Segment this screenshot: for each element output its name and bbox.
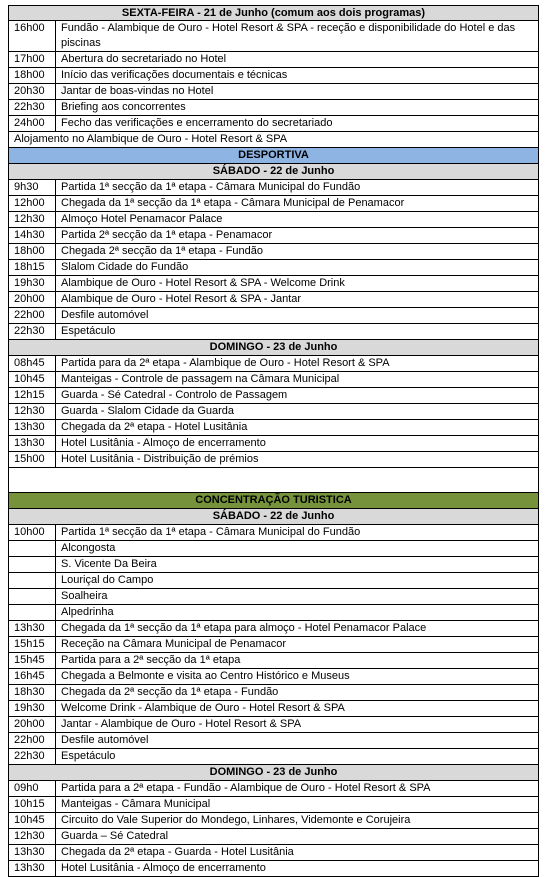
description-cell: Desfile automóvel xyxy=(61,309,149,321)
time-cell: 15h00 xyxy=(9,452,56,467)
description-cell: Briefing aos concorrentes xyxy=(61,101,186,113)
time-cell: 12h30 xyxy=(9,212,56,227)
schedule-row xyxy=(8,589,539,605)
desportiva-sabado-header xyxy=(8,164,539,180)
schedule-row xyxy=(8,813,539,829)
time-cell xyxy=(9,541,56,556)
schedule-row xyxy=(8,308,539,324)
time-cell: 18h15 xyxy=(9,260,56,275)
desportiva-domingo-rows xyxy=(8,356,539,468)
description-cell: Partida para da 2ª etapa - Alambique de Ouro - Hotel Resort & SPA xyxy=(61,357,390,369)
description-cell: Louriçal do Campo xyxy=(61,574,154,586)
time-cell: 15h45 xyxy=(9,653,56,668)
description-cell: Chegada 2ª secção da 1ª etapa - Fundão xyxy=(61,245,264,257)
description-cell: Guarda – Sé Catedral xyxy=(61,830,169,842)
turistica-domingo-rows xyxy=(8,781,539,877)
desportiva-sabado-header-text: SÁBADO - 22 de Junho xyxy=(212,165,335,177)
description-cell: Jantar - Alambique de Ouro - Hotel Resort & SPA xyxy=(61,718,302,730)
time-cell xyxy=(9,557,56,572)
desportiva-band xyxy=(8,148,539,164)
time-cell xyxy=(9,589,56,604)
schedule-row xyxy=(8,68,539,84)
description-cell: Alpedrinha xyxy=(61,606,114,618)
schedule-row xyxy=(8,557,539,573)
description-cell: Chegada a Belmonte e visita ao Centro Histórico e Museus xyxy=(61,670,350,682)
schedule-row xyxy=(8,244,539,260)
time-cell: 12h00 xyxy=(9,196,56,211)
schedule-row xyxy=(8,260,539,276)
schedule-row xyxy=(8,404,539,420)
description-cell: Jantar de boas-vindas no Hotel xyxy=(61,85,214,97)
turistica-sabado-header xyxy=(8,509,539,525)
time-cell: 13h30 xyxy=(9,621,56,636)
schedule-row xyxy=(8,685,539,701)
time-cell: 9h30 xyxy=(9,180,56,195)
schedule-row xyxy=(8,356,539,372)
time-cell: 12h30 xyxy=(9,404,56,419)
schedule-row xyxy=(8,276,539,292)
description-cell: Alcongosta xyxy=(61,542,116,554)
description-cell: Chegada da 2ª etapa - Hotel Lusitânia xyxy=(61,421,248,433)
description-cell: Chegada da 1ª secção da 1ª etapa para almoço - Hotel Penamacor Palace xyxy=(61,622,427,634)
time-cell: 12h30 xyxy=(9,829,56,844)
turistica-band-text: CONCENTRAÇÃO TURISTICA xyxy=(195,494,352,506)
turistica-band xyxy=(8,493,539,509)
schedule-row xyxy=(8,701,539,717)
description-cell: Guarda - Sé Catedral - Controlo de Passagem xyxy=(61,389,288,401)
time-cell: 14h30 xyxy=(9,228,56,243)
time-cell xyxy=(9,605,56,620)
schedule-row xyxy=(8,781,539,797)
schedule-row xyxy=(8,829,539,845)
description-cell: Partida 1ª secção da 1ª etapa - Câmara Municipal do Fundão xyxy=(61,526,361,538)
schedule-row xyxy=(8,541,539,557)
time-cell: 10h45 xyxy=(9,372,56,387)
schedule-row xyxy=(8,180,539,196)
turistica-domingo-header-text: DOMINGO - 23 de Junho xyxy=(209,766,338,778)
time-cell: 18h30 xyxy=(9,685,56,700)
desportiva-domingo-header-text: DOMINGO - 23 de Junho xyxy=(209,341,338,353)
time-cell: 15h15 xyxy=(9,637,56,652)
schedule-row xyxy=(8,621,539,637)
time-cell: 22h30 xyxy=(9,100,56,115)
description-cell: Welcome Drink - Alambique de Ouro - Hotel Resort & SPA xyxy=(61,702,345,714)
description-cell: Abertura do secretariado no Hotel xyxy=(61,53,227,65)
schedule-row xyxy=(8,228,539,244)
description-cell: Partida para a 2ª secção da 1ª etapa xyxy=(61,654,241,666)
sexta-header xyxy=(8,5,539,21)
time-cell: 08h45 xyxy=(9,356,56,371)
time-cell: 13h30 xyxy=(9,845,56,860)
time-cell: 22h30 xyxy=(9,324,56,339)
description-cell: Hotel Lusitânia - Almoço de encerramento xyxy=(61,437,266,449)
turistica-sabado-header-text: SÁBADO - 22 de Junho xyxy=(212,510,335,522)
schedule-row xyxy=(8,797,539,813)
schedule-row xyxy=(8,605,539,621)
description-cell: Receção na Câmara Municipal de Penamacor xyxy=(61,638,287,650)
time-cell: 13h30 xyxy=(9,436,56,451)
schedule-row xyxy=(8,116,539,132)
time-cell: 22h00 xyxy=(9,733,56,748)
schedule-row xyxy=(8,452,539,468)
time-cell: 24h00 xyxy=(9,116,56,131)
sexta-header-text: SEXTA-FEIRA - 21 de Junho (comum aos dois programas) xyxy=(121,6,426,19)
description-cell: Fecho das verificações e encerramento do secretariado xyxy=(61,117,333,129)
description-cell: Alambique de Ouro - Hotel Resort & SPA - Jantar xyxy=(61,293,302,305)
schedule-row xyxy=(8,292,539,308)
desportiva-domingo-header xyxy=(8,340,539,356)
time-cell: 22h00 xyxy=(9,308,56,323)
time-cell: 10h45 xyxy=(9,813,56,828)
description-cell: Chegada da 2ª etapa - Guarda - Hotel Lusitânia xyxy=(61,846,294,858)
time-cell: 13h30 xyxy=(9,420,56,435)
section-gap xyxy=(8,468,539,493)
schedule-row xyxy=(8,717,539,733)
time-cell: 12h15 xyxy=(9,388,56,403)
schedule-row xyxy=(8,845,539,861)
time-cell: 17h00 xyxy=(9,52,56,67)
schedule-row xyxy=(8,669,539,685)
description-cell: Slalom Cidade do Fundão xyxy=(61,261,189,273)
time-cell xyxy=(9,573,56,588)
schedule-row xyxy=(8,637,539,653)
time-cell: 18h00 xyxy=(9,244,56,259)
description-cell: Guarda - Slalom Cidade da Guarda xyxy=(61,405,235,417)
time-cell: 16h45 xyxy=(9,669,56,684)
schedule-row xyxy=(8,372,539,388)
time-cell: 20h30 xyxy=(9,84,56,99)
schedule-row xyxy=(8,436,539,452)
description-cell: Chegada da 1ª secção da 1ª etapa - Câmara Municipal de Penamacor xyxy=(61,197,405,209)
schedule-row xyxy=(8,861,539,877)
schedule-row xyxy=(8,653,539,669)
schedule-row xyxy=(8,52,539,68)
description-cell: Fundão - Alambique de Ouro - Hotel Resort & SPA - receção e disponibilidade do Hotel e das piscinas xyxy=(61,22,516,49)
description-cell: Partida 1ª secção da 1ª etapa - Câmara Municipal do Fundão xyxy=(61,181,361,193)
description-cell: Manteigas - Câmara Municipal xyxy=(61,798,211,810)
description-cell: Desfile automóvel xyxy=(61,734,149,746)
description-cell: Soalheira xyxy=(61,590,108,602)
schedule-row xyxy=(8,21,539,52)
schedule-row xyxy=(8,196,539,212)
time-cell: 13h30 xyxy=(9,861,56,876)
time-cell: 19h30 xyxy=(9,276,56,291)
schedule-table xyxy=(8,5,539,877)
lodging-text: Alojamento no Alambique de Ouro - Hotel Resort & SPA xyxy=(14,133,288,145)
description-cell: Hotel Lusitânia - Almoço de encerramento xyxy=(61,862,266,874)
time-cell: 20h00 xyxy=(9,292,56,307)
time-cell: 22h30 xyxy=(9,749,56,764)
schedule-row xyxy=(8,749,539,765)
lodging-row xyxy=(8,132,539,148)
schedule-row xyxy=(8,212,539,228)
description-cell: S. Vicente Da Beira xyxy=(61,558,157,570)
desportiva-band-text: DESPORTIVA xyxy=(238,149,309,161)
time-cell: 10h00 xyxy=(9,525,56,540)
time-cell: 10h15 xyxy=(9,797,56,812)
turistica-sabado-rows xyxy=(8,525,539,765)
description-cell: Hotel Lusitânia - Distribuição de prémios xyxy=(61,453,259,465)
schedule-row xyxy=(8,324,539,340)
description-cell: Partida para a 2ª etapa - Fundão - Alambique de Ouro - Hotel Resort & SPA xyxy=(61,782,431,794)
time-cell: 09h0 xyxy=(9,781,56,796)
schedule-row xyxy=(8,525,539,541)
schedule-row xyxy=(8,100,539,116)
description-cell: Circuito do Vale Superior do Mondego, Linhares, Videmonte e Corujeira xyxy=(61,814,411,826)
description-cell: Espetáculo xyxy=(61,750,116,762)
sexta-rows xyxy=(8,21,539,132)
time-cell: 18h00 xyxy=(9,68,56,83)
turistica-domingo-header xyxy=(8,765,539,781)
description-cell: Almoço Hotel Penamacor Palace xyxy=(61,213,223,225)
schedule-row xyxy=(8,84,539,100)
time-cell: 20h00 xyxy=(9,717,56,732)
desportiva-sabado-rows xyxy=(8,180,539,340)
schedule-row xyxy=(8,573,539,589)
description-cell: Início das verificações documentais e técnicas xyxy=(61,69,288,81)
time-cell: 19h30 xyxy=(9,701,56,716)
description-cell: Espetáculo xyxy=(61,325,116,337)
description-cell: Partida 2ª secção da 1ª etapa - Penamacor xyxy=(61,229,273,241)
schedule-row xyxy=(8,733,539,749)
time-cell: 16h00 xyxy=(9,21,56,51)
schedule-row xyxy=(8,420,539,436)
description-cell: Manteigas - Controle de passagem na Câmara Municipal xyxy=(61,373,340,385)
description-cell: Chegada da 2ª secção da 1ª etapa - Fundão xyxy=(61,686,279,698)
description-cell: Alambique de Ouro - Hotel Resort & SPA - Welcome Drink xyxy=(61,277,345,289)
schedule-row xyxy=(8,388,539,404)
